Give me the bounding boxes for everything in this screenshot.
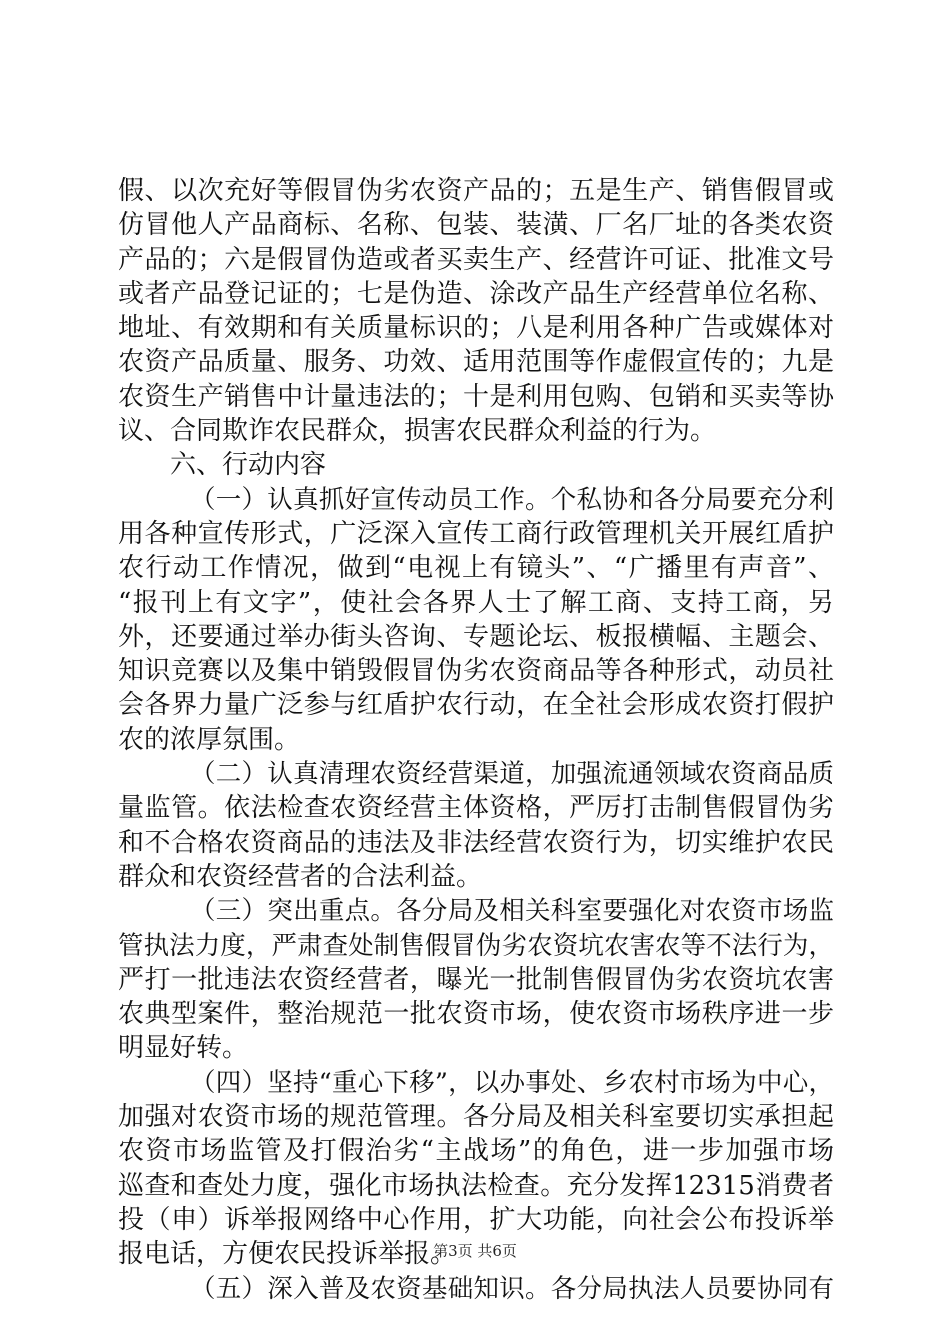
text-line: 会各界力量广泛参与红盾护农行动，在全社会形成农资打假护 xyxy=(118,690,834,721)
text-line: 产品的；六是假冒伪造或者买卖生产、经营许可证、批准文号 xyxy=(118,244,834,275)
text-line: （四）坚持“重心下移”，以办事处、乡农村市场为中心， xyxy=(190,1067,834,1098)
text-line: 地址、有效期和有关质量标识的；八是利用各种广告或媒体对 xyxy=(118,313,834,344)
text-line: （一）认真抓好宣传动员工作。个私协和各分局要充分利 xyxy=(190,484,834,515)
text-line: 或者产品登记证的；七是伪造、涂改产品生产经营单位名称、 xyxy=(118,278,834,309)
text-line: 知识竞赛以及集中销毁假冒伪劣农资商品等各种形式，动员社 xyxy=(118,656,834,687)
text-line: 议、合同欺诈农民群众，损害农民群众利益的行为。 xyxy=(118,416,717,447)
text-line: “报刊上有文字”，使社会各界人士了解工商、支持工商，另 xyxy=(118,587,834,618)
text-line: 明显好转。 xyxy=(118,1033,249,1064)
text-line: （二）认真清理农资经营渠道，加强流通领域农资商品质 xyxy=(190,759,834,790)
text-line: 农资产品质量、服务、功效、适用范围等作虚假宣传的；九是 xyxy=(118,347,834,378)
text-line: 和不合格农资商品的违法及非法经营农资行为，切实维护农民 xyxy=(118,827,834,858)
text-line: 农行动工作情况，做到“电视上有镜头”、“广播里有声音”、 xyxy=(118,553,834,584)
text-line: 假、以次充好等假冒伪劣农资产品的；五是生产、销售假冒或 xyxy=(118,176,834,206)
text-line: 管执法力度，严肃查处制售假冒伪劣农资坑农害农等不法行为， xyxy=(118,930,834,961)
text-line: 仿冒他人产品商标、名称、包装、装潢、厂名厂址的各类农资 xyxy=(118,210,834,241)
page-footer: 第3页 共6页 xyxy=(433,1242,517,1260)
body-text xyxy=(118,174,834,1306)
text-line: 投（申）诉举报网络中心作用，扩大功能，向社会公布投诉举 xyxy=(118,1204,834,1235)
text-line: 农的浓厚氛围。 xyxy=(118,724,301,755)
text-line: 农典型案件，整治规范一批农资市场，使农资市场秩序进一步 xyxy=(118,999,834,1030)
text-line: （五）深入普及农资基础知识。各分局执法人员要协同有 xyxy=(190,1273,834,1304)
text-line: 农资市场监管及打假治劣“主战场”的角色，进一步加强市场 xyxy=(118,1136,834,1167)
text-line: 加强对农资市场的规范管理。各分局及相关科室要切实承担起 xyxy=(118,1102,834,1133)
text-line: （三）突出重点。各分局及相关科室要强化对农资市场监 xyxy=(190,896,834,927)
text-line: 农资生产销售中计量违法的；十是利用包购、包销和买卖等协 xyxy=(118,381,834,412)
text-line: 群众和农资经营者的合法利益。 xyxy=(118,861,483,892)
text-line: 用各种宣传形式，广泛深入宣传工商行政管理机关开展红盾护 xyxy=(118,518,834,549)
text-line: 六、行动内容 xyxy=(170,450,327,481)
text-line: 外，还要通过举办街头咨询、专题论坛、板报横幅、主题会、 xyxy=(118,621,834,652)
text-line: 量监管。依法检查农资经营主体资格，严厉打击制售假冒伪劣 xyxy=(118,793,834,824)
text-line: 严打一批违法农资经营者，曝光一批制售假冒伪劣农资坑农害 xyxy=(118,964,834,995)
text-line: 报电话，方便农民投诉举报。 xyxy=(118,1239,457,1270)
text-line: 巡查和查处力度，强化市场执法检查。充分发挥12315消费者 xyxy=(118,1170,834,1201)
